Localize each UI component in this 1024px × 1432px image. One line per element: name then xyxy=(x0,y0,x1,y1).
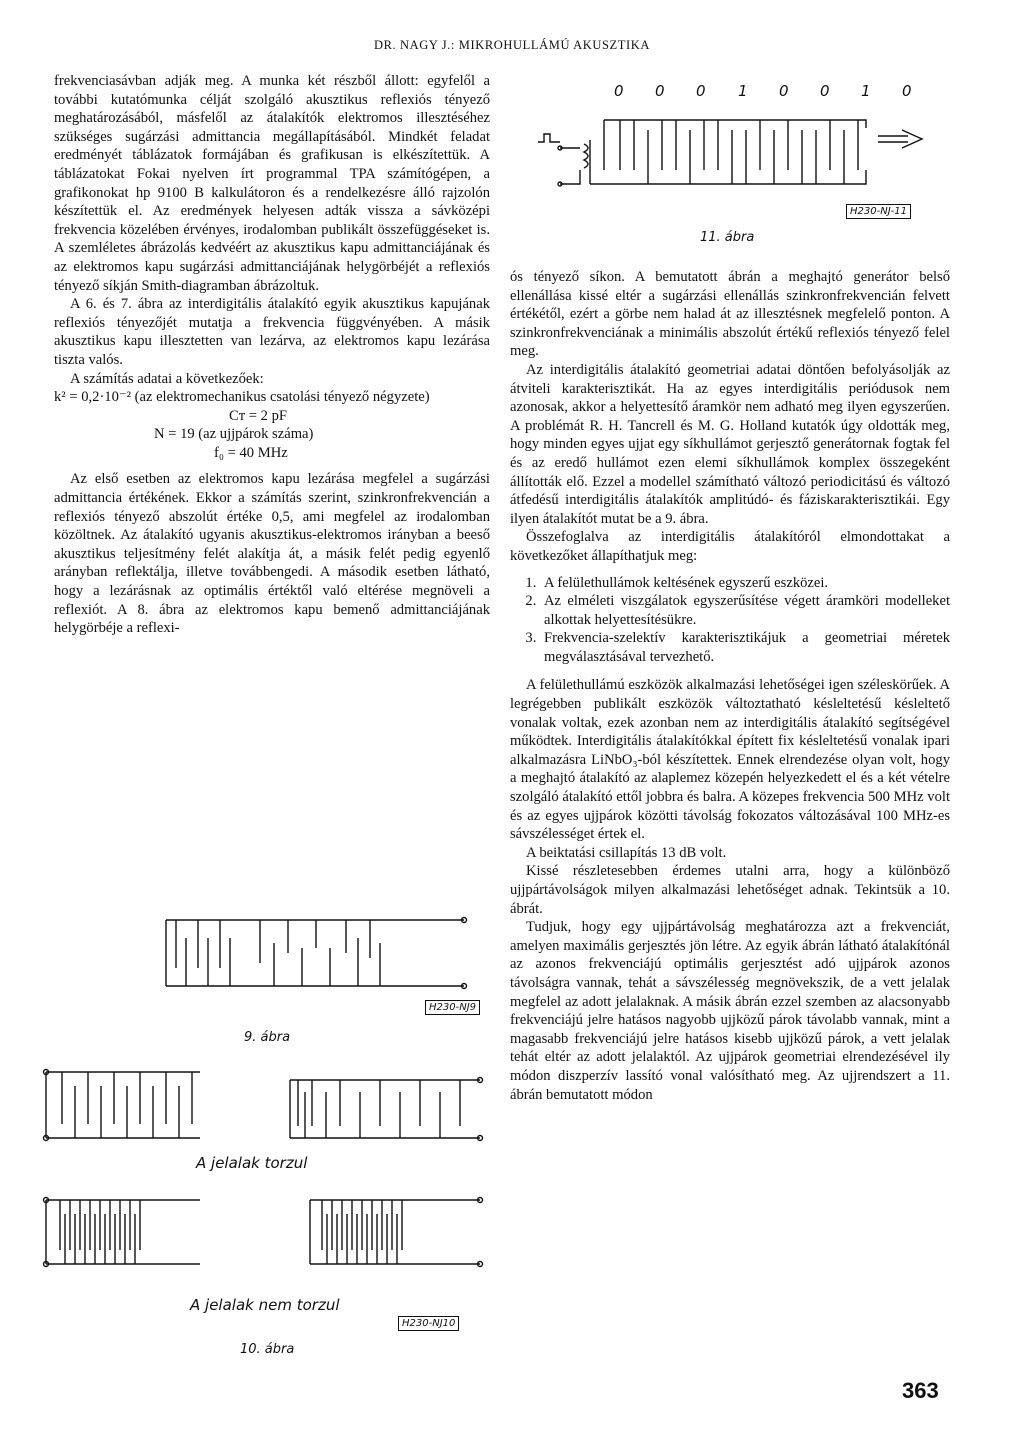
bit-label: 0 xyxy=(779,82,789,100)
paragraph: A számítás adatai a következőek: xyxy=(70,370,264,387)
figure-11-transducer xyxy=(530,100,950,200)
figure-9-transducer xyxy=(150,908,480,998)
paragraph: Kissé részletesebben érdemes utalni arra, hogy a különböző ujjpártávolságok milyen alkalmazási lehetőséget adnak. Tekintsük a 10. ábrát. xyxy=(510,863,950,917)
bit-label: 0 xyxy=(820,82,830,100)
list-item: 3. Frekvencia-szelektív karakterisztikájuk a geometriai méretek megválasztásával tervezhető. xyxy=(540,629,950,666)
figure-10-transducer-a xyxy=(40,1064,490,1148)
formula-k2: k² = 0,2·10⁻² (az elektromechanikus csatolási tényező négyzete) xyxy=(54,389,430,406)
bit-label: 0 xyxy=(696,82,706,100)
paragraph: A 6. és 7. ábra az interdigitális átalakító egyik akusztikus kapujának reflexiós tényezőjét mutatja a frekvencia függvényében. A másik akusztikus kapu illesztetten van lezárva, az elektromos kapu lezárása tiszta valós. xyxy=(54,296,490,368)
formula-f0: f₀ = 40 MHz xyxy=(214,444,288,461)
paragraph: Összefoglalva az interdigitális átalakítóról elmondottakat a következőket állapíthatjuk meg: xyxy=(510,529,950,564)
figure-caption: 10. ábra xyxy=(240,1342,295,1357)
bit-label: 0 xyxy=(614,82,624,100)
figure-label: A jelalak nem torzul xyxy=(190,1296,340,1314)
paragraph: A felülethullámú eszközök alkalmazási lehetőségei igen széleskörűek. A legrégebben publikált eszközök változtatható késleltetésű késleltető vonalak voltak, ezek azonban nem az interdigitális átalakító segítségével működtek. Interdigitális átalakítókkal épített fix késleltetésű vonalak ipari alkalmazásra LiNbO₃-ból készítettek. Ennek elrendezése olyan volt, hogy a meghajtó átalakító az alaplemez közepén helyezkedett el és a két vételre szolgáló átalakító ettől jobbra és balra. A közepes frekvencia 500 MHz volt és az egyes ujjpárok közötti távolság fokozatos változásával 100 MHz-es sávszélességet értek el. xyxy=(510,677,950,843)
figure-tag: H230-NJ-11 xyxy=(846,204,911,219)
paragraph: Az első esetben az elektromos kapu lezárása megfelel a sugárzási admittancia értékének. Ekkor a számítás szerint, szinkronfrekvencián a reflexiós tényező abszolút értéke 0,5, ami megfelel az irodalomban közöltnek. Az átalakító ugyanis akusztikus-elektromos irányban a beeső akusztikus teljesítmény felét alakítja át, a másik felét pedig egyenlő arányban reflektálja, illetve továbbengedi. A második esetben látható, hogy a lezárásnak az optimális értéktől való eltérése megnöveli a reflexiót. A 8. ábra az elektromos kapu bemenő admittanciájának helygörbéje a reflexi- xyxy=(54,471,490,637)
bit-label: 1 xyxy=(738,82,748,100)
paragraph: Tudjuk, hogy egy ujjpártávolság meghatározza azt a frekvenciát, amelyen maximális gerjesztés jön létre. Az egyik ábrán látható átalakítónál az azonos frekvenciájú optimális gerjesztést adó ujjpárok azonos távolságra vannak, tehát a sávszélesség megnövekszik, de a vett jelalak megfelel az adott jelalaknak. A másik ábrán ezzel szemben az alacsonyabb frekvenciájú jelre hatásos nagyobb ujjközű párok távolabb vannak, mint a magasabb frekvenciájú jelre hatásos kisebb ujjközű párok, a vett jelalak tehát eltér az adott jelalaktól. Az ujjpárok geometriai elrendezésével ily módon diszperzív lassító vonal valósítható meg. Az ujjrendszert a 11. ábrán bemutatott módon xyxy=(510,919,950,1103)
paragraph: ós tényező síkon. A bemutatott ábrán a meghajtó generátor belső ellenállása kissé eltér a sugárzási ellenállás szinkronfrekvencián felvett értékétől, ezért a görbe nem halad át az illesztésnek megfelelő ponton. A szinkronfrekvenciának a minimális abszolút értékű reflexiós tényező felel meg. xyxy=(510,269,950,360)
conclusion-list xyxy=(510,574,950,667)
paragraph: frekvenciasávban adják meg. A munka két részből állott: egyfelől a további kutatómunka célját szolgáló akusztikus reflexiós tényező meghatározásából, másfelől az átalakítók elektromos illesztéséhez szükséges sugárzási admittancia megállapításából. Mindkét feladat eredményét táblázatok formájában és grafikusan is elkészítettük. A táblázatokat Fokai nyelven írt programmal TPA számítógépen, a grafikonokat hp 9100 B kalkulátoron és a rendelkezésre álló rajzolón készítettük el. Az eredmények helyesen adták vissza a sávközépi frekvencia közelében érvényes, irodalomban publikált összefüggéseket is. A szemléletes ábrázolás kedvéért az akusztikus kapu admittanciájának és az elektromos kapu sugárzási admittanciájának helygörbéjét a reflexiós tényező síkján Smith-diagramban ábrázoltuk. xyxy=(54,73,490,294)
running-head: DR. NAGY J.: MIKROHULLÁMÚ AKUSZTIKA xyxy=(373,38,651,52)
figure-caption: 11. ábra xyxy=(700,230,755,245)
paragraph: A beiktatási csillapítás 13 dB volt. xyxy=(526,844,727,861)
bit-label: 0 xyxy=(655,82,665,100)
paragraph: Az interdigitális átalakító geometriai adatai döntően befolyásolják az átviteli karakterisztikát. Ha az egyes interdigitális periódusok nem azonosak, akkor a helyettesítő áramkör nem adható meg ilyen egyszerűen. A problémát R. H. Tancrell és M. G. Holland kutatók úgy oldották meg, hogy minden egyes ujjat egy síkhullámot gerjesztő generátornak fogtak fel és az eredő hullámot ezen elemi síkhullámok komplex összegeként állították elő. Ezzel a modellel számítható változó periodicitású és változó átfedésű interdigitális átalakítók amplitúdó- és fáziskarakterisztikái. Egy ilyen átalakítót mutat be a 9. ábra. xyxy=(510,361,950,527)
left-column xyxy=(54,72,490,638)
right-column xyxy=(510,268,950,1104)
figure-label: A jelalak torzul xyxy=(196,1154,308,1172)
bit-label: 1 xyxy=(861,82,871,100)
figure-caption: 9. ábra xyxy=(244,1030,291,1045)
bit-label: 0 xyxy=(902,82,912,100)
list-item: 2. Az elméleti viszgálatok egyszerűsítése végett áramköri modelleket alkottak helyettesítésükre. xyxy=(540,592,950,629)
figure-tag: H230-NJ9 xyxy=(425,1000,480,1015)
formula-ct: Cᴛ = 2 pF xyxy=(229,407,287,424)
formula-n: N = 19 (az ujjpárok száma) xyxy=(154,426,314,443)
page-number: 363 xyxy=(902,1378,939,1403)
list-item: 1. A felülethullámok keltésének egyszerű eszközei. xyxy=(540,574,950,593)
figure-10-transducer-b xyxy=(40,1190,490,1274)
figure-tag: H230-NJ10 xyxy=(398,1316,459,1331)
